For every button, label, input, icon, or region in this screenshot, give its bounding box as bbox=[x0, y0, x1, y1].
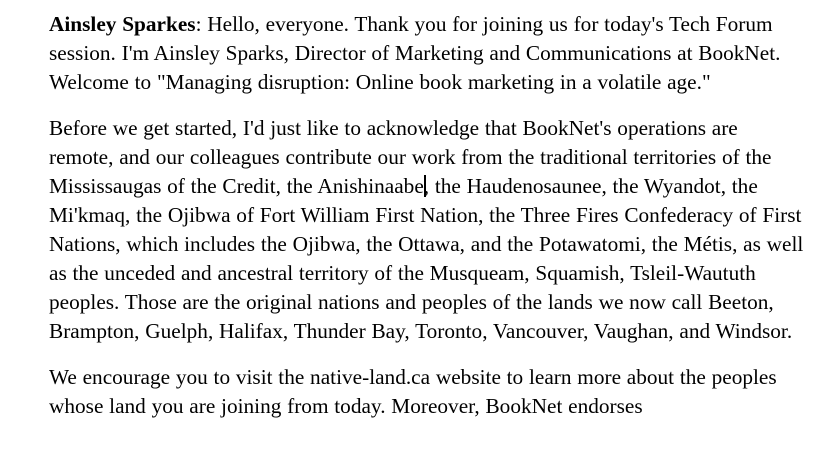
paragraph-native-land[interactable] bbox=[49, 363, 805, 421]
land-acknowledgement-text-before-caret[interactable]: Before we get started, I'd just like to acknowledge that BookNet's operations are remote, and our colleagues contribute our work from the traditional territories of the Mississaugas of the Credit, the Anishinaabe bbox=[49, 116, 772, 198]
paragraph-intro[interactable] bbox=[49, 10, 805, 97]
paragraph-intro-text[interactable]: : Hello, everyone. Thank you for joining us for today's Tech Forum session. I'm Ainsley Sparks, Director of Marketing and Communications at BookNet. Welcome to "Managing disruption: Online book marketing in a volatile age." bbox=[49, 12, 781, 94]
speaker-name[interactable]: Ainsley Sparkes bbox=[49, 12, 196, 36]
paragraph-land-acknowledgement[interactable] bbox=[49, 114, 805, 346]
paragraph-native-land-text[interactable]: We encourage you to visit the native-land.ca website to learn more about the peoples whose land you are joining from today. Moreover, BookNet endorses bbox=[49, 365, 777, 418]
land-acknowledgement-text-after-caret[interactable]: , the Haudenosaunee, the Wyandot, the Mi'kmaq, the Ojibwa of Fort William First Nation, the Three Fires Confederacy of First Nations, which includes the Ojibwa, the Ottawa, and the Potawatomi, the Métis, as well as the unceded and ancestral territory of the Musqueam, Squamish, Tsleil-Waututh peoples. Those are the original nations and peoples of the lands we now call Beeton, Brampton, Guelph, Halifax, Thunder Bay, Toronto, Vancouver, Vaughan, and Windsor. bbox=[49, 174, 804, 343]
